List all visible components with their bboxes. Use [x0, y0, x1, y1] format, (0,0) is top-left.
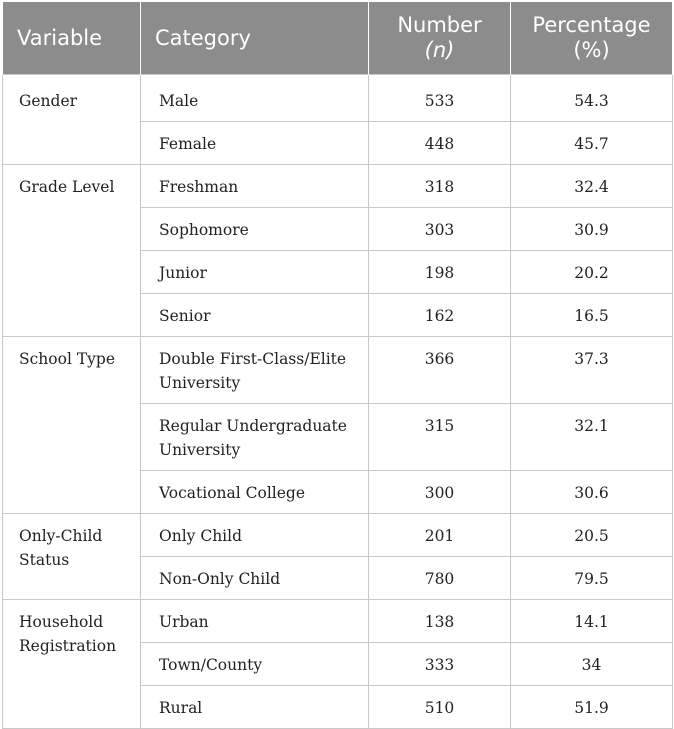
category-cell: Double First-Class/Elite University [141, 337, 369, 404]
category-cell: Non-Only Child [141, 557, 369, 600]
category-cell: Vocational College [141, 471, 369, 514]
percentage-cell: 45.7 [511, 122, 673, 165]
number-cell: 448 [369, 122, 511, 165]
table-body [3, 75, 673, 729]
percentage-cell: 37.3 [511, 337, 673, 404]
number-cell: 780 [369, 557, 511, 600]
number-cell: 533 [369, 75, 511, 122]
category-cell: Regular Undergraduate University [141, 404, 369, 471]
category-cell: Senior [141, 294, 369, 337]
category-cell: Freshman [141, 165, 369, 208]
number-cell: 198 [369, 251, 511, 294]
table-row [3, 514, 673, 557]
table-row [3, 165, 673, 208]
number-cell: 510 [369, 686, 511, 729]
percentage-cell: 30.6 [511, 471, 673, 514]
header-percentage [511, 2, 673, 75]
percentage-cell: 54.3 [511, 75, 673, 122]
number-cell: 303 [369, 208, 511, 251]
number-cell: 315 [369, 404, 511, 471]
number-cell: 333 [369, 643, 511, 686]
variable-grade-level: Grade Level [3, 165, 141, 337]
number-cell: 318 [369, 165, 511, 208]
number-cell: 162 [369, 294, 511, 337]
category-cell: Town/County [141, 643, 369, 686]
table-row [3, 337, 673, 404]
percentage-cell: 20.5 [511, 514, 673, 557]
variable-gender: Gender [3, 75, 141, 165]
header-percentage-label: Percentage [532, 13, 651, 37]
percentage-cell: 20.2 [511, 251, 673, 294]
category-cell: Female [141, 122, 369, 165]
category-cell: Rural [141, 686, 369, 729]
header-number [369, 2, 511, 75]
number-cell: 366 [369, 337, 511, 404]
percentage-cell: 32.1 [511, 404, 673, 471]
category-cell: Sophomore [141, 208, 369, 251]
category-cell: Urban [141, 600, 369, 643]
percentage-cell: 14.1 [511, 600, 673, 643]
number-cell: 138 [369, 600, 511, 643]
header-variable: Variable [3, 2, 141, 75]
table-row [3, 600, 673, 643]
category-cell: Male [141, 75, 369, 122]
table-row [3, 75, 673, 122]
header-row [3, 2, 673, 75]
variable-school-type: School Type [3, 337, 141, 514]
number-cell: 300 [369, 471, 511, 514]
percentage-cell: 79.5 [511, 557, 673, 600]
category-cell: Only Child [141, 514, 369, 557]
percentage-cell: 30.9 [511, 208, 673, 251]
percentage-cell: 32.4 [511, 165, 673, 208]
demographics-table [2, 2, 673, 729]
header-number-label: Number [397, 13, 482, 37]
variable-only-child-status: Only-Child Status [3, 514, 141, 600]
percentage-cell: 34 [511, 643, 673, 686]
category-cell: Junior [141, 251, 369, 294]
header-number-unit: (n) [424, 38, 455, 62]
header-percentage-unit: (%) [573, 38, 610, 62]
number-cell: 201 [369, 514, 511, 557]
header-category: Category [141, 2, 369, 75]
percentage-cell: 51.9 [511, 686, 673, 729]
percentage-cell: 16.5 [511, 294, 673, 337]
variable-household-registration: Household Registration [3, 600, 141, 729]
table-header [3, 2, 673, 75]
